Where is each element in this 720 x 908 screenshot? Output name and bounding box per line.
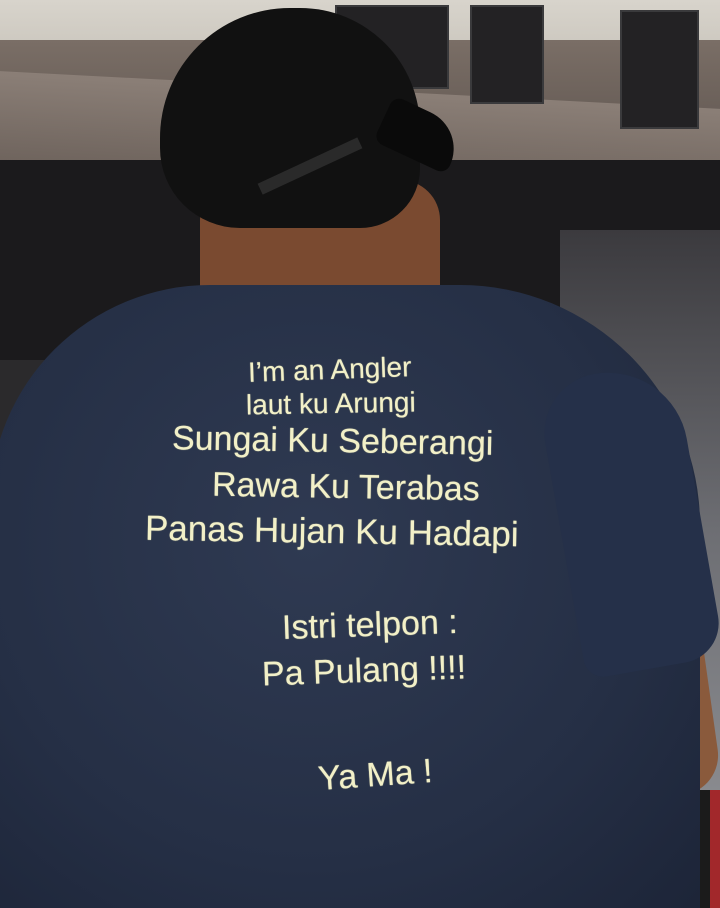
shirt-line-2: laut ku Arungi — [245, 386, 416, 421]
shirt-line-3: Sungai Ku Seberangi — [171, 419, 494, 463]
shirt-line-8: Ya Ma ! — [316, 752, 434, 798]
shirt-line-5: Panas Hujan Ku Hadapi — [144, 508, 519, 555]
shirt-line-1: I’m an Angler — [247, 351, 412, 388]
shirt-line-4: Rawa Ku Terabas — [211, 465, 481, 509]
shirt-line-7: Pa Pulang !!!! — [261, 648, 467, 694]
shirt-line-6: Istri telpon : — [281, 602, 459, 648]
